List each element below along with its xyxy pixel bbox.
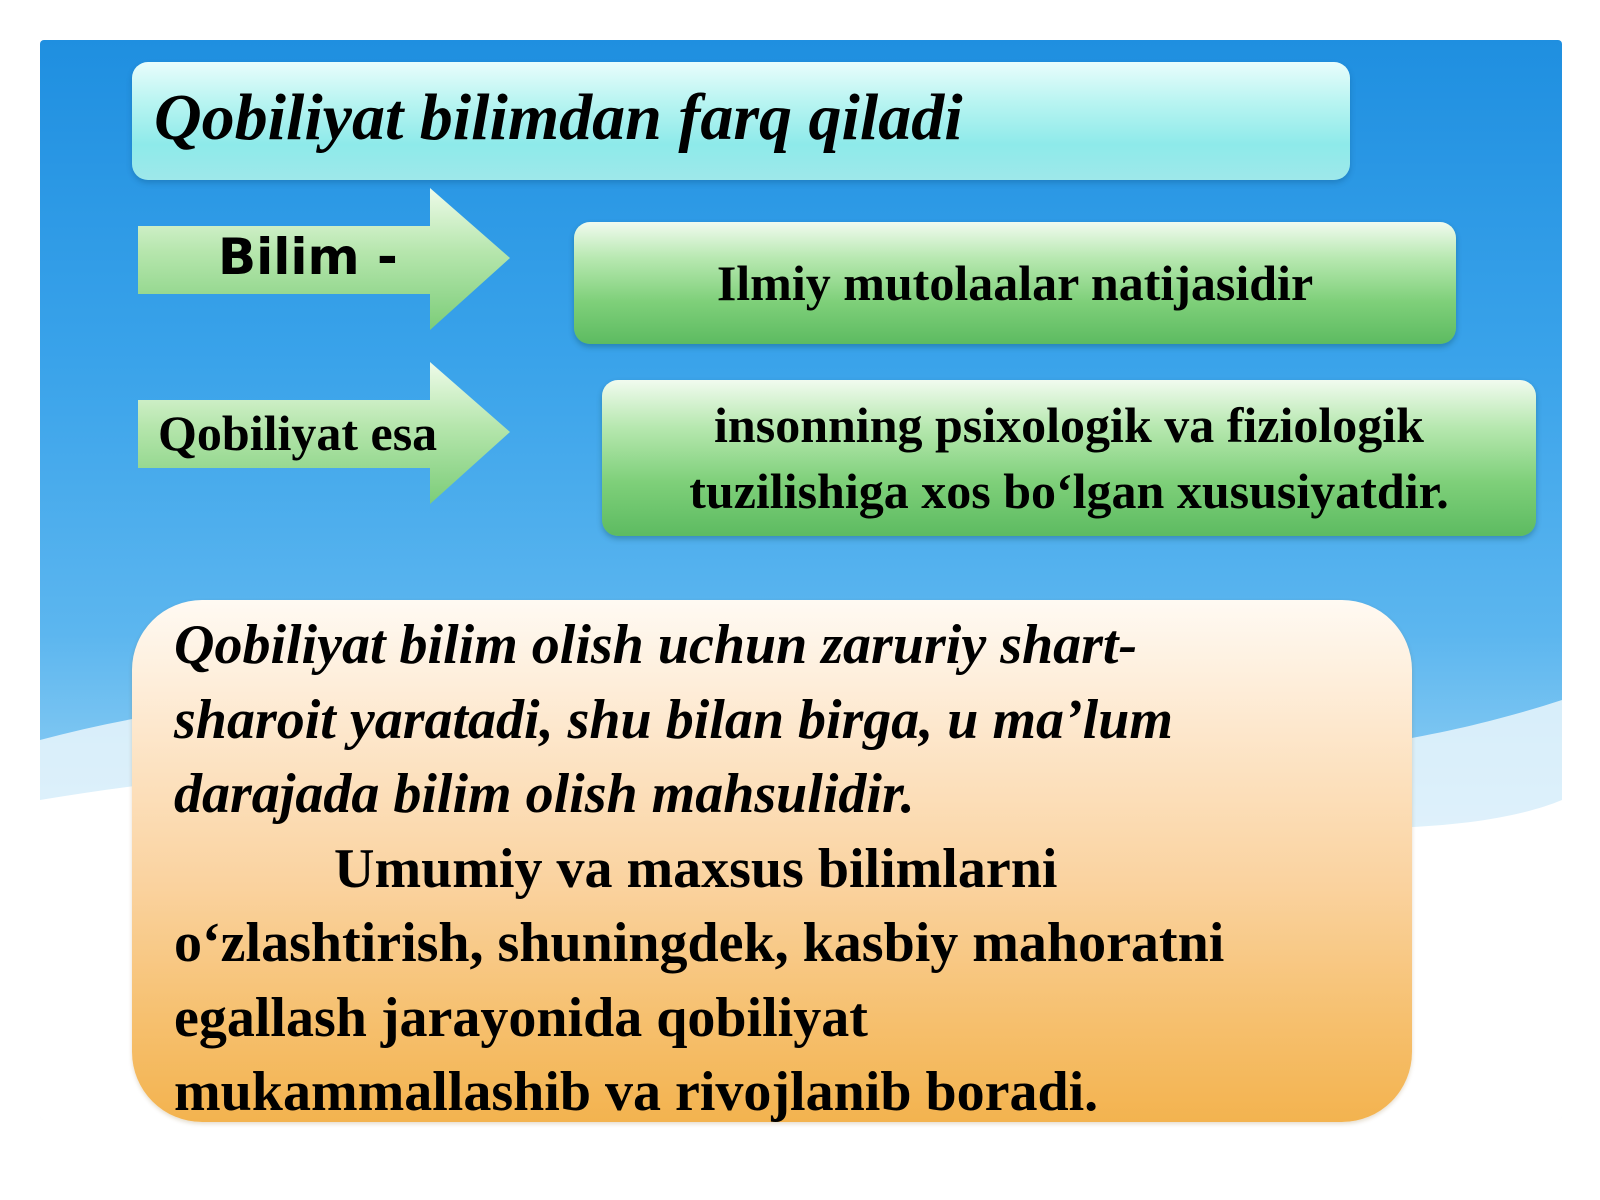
definition-line: tuzilishiga xos bo‘lgan xususiyatdir. (689, 463, 1449, 519)
title-banner (132, 62, 1350, 180)
note-box (132, 600, 1412, 1122)
note-italic-line: sharoit yaratadi, shu bilan birga, u ma’lum (174, 688, 1173, 751)
arrow-label-qobiliyat: Qobiliyat esa (158, 405, 438, 461)
note-italic-line: darajada bilim olish mahsulidir. (174, 763, 915, 825)
note-line: o‘zlashtirish, shuningdek, kasbiy mahoratni (174, 912, 1225, 974)
arrow-qobiliyat (138, 362, 510, 510)
arrow-bilim (138, 188, 510, 336)
note-text (174, 608, 1394, 1130)
note-line: Umumiy va maxsus bilimlarni (334, 837, 1058, 900)
note-italic-line: Qobiliyat bilim olish uchun zaruriy shart- (174, 614, 1138, 676)
definition-text: Ilmiy mutolaalar natijasidir (716, 255, 1314, 311)
definition-box-bilim (574, 222, 1456, 344)
note-line: mukammallashib va rivojlanib boradi. (174, 1061, 1099, 1123)
slide-title: Qobiliyat bilimdan farq qiladi (154, 81, 963, 154)
note-line: egallash jarayonida qobiliyat (174, 986, 868, 1049)
definition-box-qobiliyat (602, 380, 1536, 536)
definition-line: insonning psixologik va fiziologik (714, 397, 1424, 453)
arrow-label-bilim: Bilim - (218, 228, 398, 286)
